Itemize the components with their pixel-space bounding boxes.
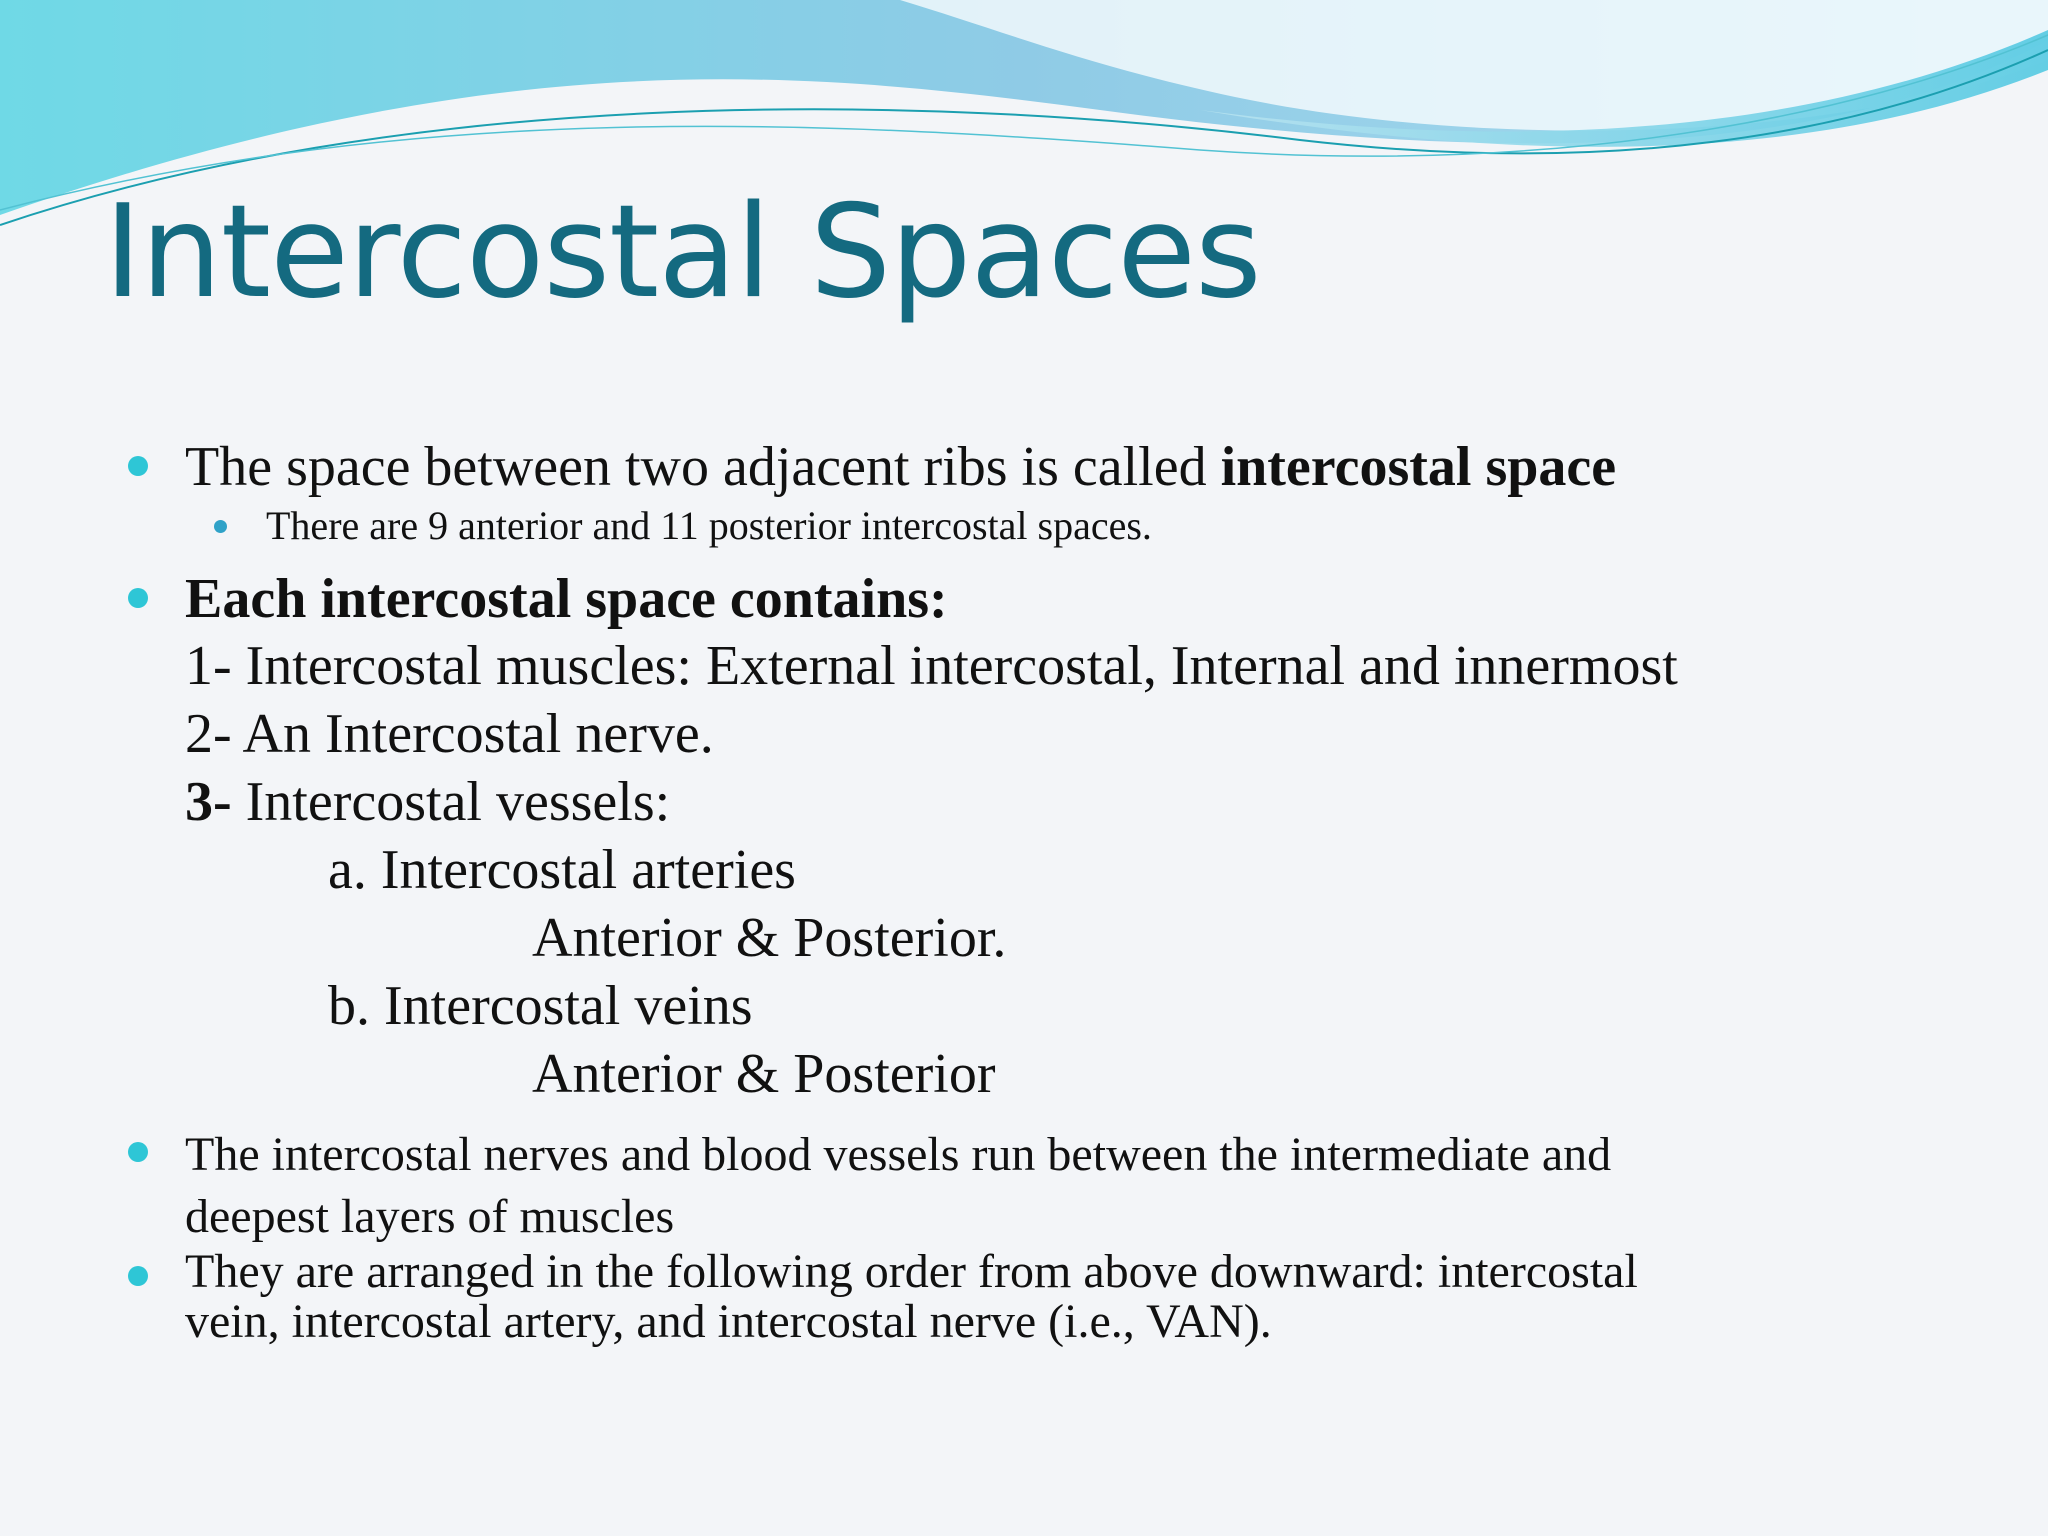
slide-title: Intercostal Spaces — [104, 178, 1261, 327]
point-line: vein, intercostal artery, and intercostal nerve (i.e., VAN). — [185, 1295, 1272, 1348]
point-text: The space between two adjacent ribs is called — [185, 436, 1221, 498]
point-line: deepest layers of muscles — [185, 1190, 675, 1243]
arteries-detail: Anterior & Posterior. — [532, 907, 1007, 969]
contents-item-nerve: 2- An Intercostal nerve. — [185, 703, 714, 765]
point-nerves-run — [185, 1124, 1611, 1248]
item-number: 3- — [185, 771, 232, 833]
veins-detail: Anterior & Posterior — [532, 1043, 996, 1105]
point-rib-space — [185, 435, 1616, 499]
subpoint-space-count: There are 9 anterior and 11 posterior intercostal spaces. — [266, 503, 1152, 548]
item-text: Intercostal vessels: — [231, 771, 671, 833]
point-contents-heading: Each intercostal space contains: — [185, 568, 948, 630]
point-van-order — [185, 1247, 1638, 1347]
point-bold-term: intercostal space — [1220, 436, 1617, 498]
contents-item-muscles: 1- Intercostal muscles: External intercostal, Internal and innermost — [185, 635, 1678, 697]
bullet-icon — [128, 456, 148, 476]
point-line: They are arranged in the following order from above downward: intercostal — [185, 1245, 1638, 1298]
point-line: The intercostal nerves and blood vessels run between the intermediate and — [185, 1128, 1612, 1181]
vessels-arteries: a. Intercostal arteries — [328, 839, 796, 901]
contents-item-vessels — [185, 770, 670, 834]
bullet-icon — [128, 1142, 148, 1162]
sub-bullet-icon — [214, 520, 227, 533]
bullet-icon — [128, 1266, 148, 1286]
bullet-icon — [128, 588, 148, 608]
vessels-veins: b. Intercostal veins — [328, 975, 753, 1037]
